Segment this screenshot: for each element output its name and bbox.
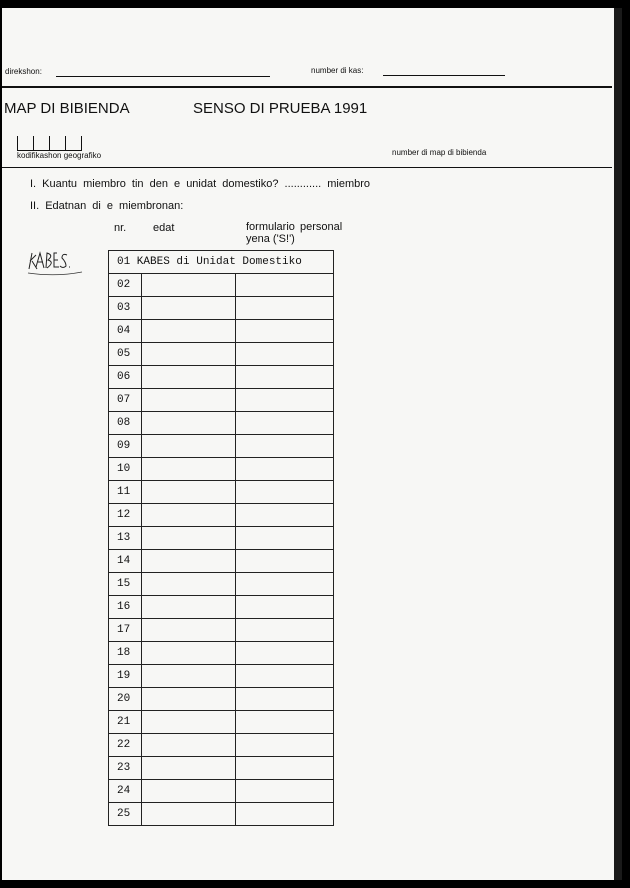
age-cell[interactable] [142, 527, 236, 550]
age-cell[interactable] [142, 642, 236, 665]
table-row [109, 274, 334, 297]
row-number: 13 [109, 527, 142, 550]
personal-form-cell[interactable] [236, 412, 334, 435]
table-row [109, 688, 334, 711]
header-divider [2, 86, 612, 88]
age-cell[interactable] [142, 550, 236, 573]
row-number: 19 [109, 665, 142, 688]
table-row [109, 481, 334, 504]
row-number: 07 [109, 389, 142, 412]
personal-form-cell[interactable] [236, 274, 334, 297]
age-cell[interactable] [142, 297, 236, 320]
age-cell[interactable] [142, 665, 236, 688]
handwritten-note-scribble [26, 247, 86, 277]
table-row [109, 780, 334, 803]
row-number: 14 [109, 550, 142, 573]
age-cell[interactable] [142, 366, 236, 389]
age-cell[interactable] [142, 389, 236, 412]
table-row [109, 573, 334, 596]
row-number: 25 [109, 803, 142, 826]
row-number: 15 [109, 573, 142, 596]
table-row [109, 665, 334, 688]
personal-form-cell[interactable] [236, 665, 334, 688]
personal-form-cell[interactable] [236, 527, 334, 550]
personal-form-cell[interactable] [236, 458, 334, 481]
age-cell[interactable] [142, 435, 236, 458]
column-nr: nr. [114, 222, 127, 234]
table-row [109, 412, 334, 435]
age-cell[interactable] [142, 274, 236, 297]
row-number: 24 [109, 780, 142, 803]
row-number: 17 [109, 619, 142, 642]
row-number: 05 [109, 343, 142, 366]
personal-form-cell[interactable] [236, 803, 334, 826]
row-number: 20 [109, 688, 142, 711]
table-row-head-of-household [109, 251, 334, 274]
table-row [109, 297, 334, 320]
age-cell[interactable] [142, 320, 236, 343]
row-number: 12 [109, 504, 142, 527]
table-row [109, 619, 334, 642]
personal-form-cell[interactable] [236, 780, 334, 803]
personal-form-cell[interactable] [236, 504, 334, 527]
table-row [109, 734, 334, 757]
row-number: 04 [109, 320, 142, 343]
table-row [109, 550, 334, 573]
geo-divider [2, 167, 612, 168]
personal-form-cell[interactable] [236, 481, 334, 504]
age-cell[interactable] [142, 757, 236, 780]
members-table [108, 250, 334, 826]
age-cell[interactable] [142, 688, 236, 711]
personal-form-cell[interactable] [236, 550, 334, 573]
census-title: SENSO DI PRUEBA 1991 [193, 100, 368, 117]
column-age: edat [153, 222, 175, 234]
house-number-field[interactable] [383, 75, 505, 76]
personal-form-cell[interactable] [236, 596, 334, 619]
row-number: 23 [109, 757, 142, 780]
age-cell[interactable] [142, 458, 236, 481]
column-form-line1: formulario personal [246, 221, 343, 233]
personal-form-cell[interactable] [236, 366, 334, 389]
age-cell[interactable] [142, 780, 236, 803]
row-number: 18 [109, 642, 142, 665]
personal-form-cell[interactable] [236, 343, 334, 366]
head-of-household-row-text: 01 KABES di Unidat Domestiko [117, 256, 302, 268]
row-number: 02 [109, 274, 142, 297]
age-cell[interactable] [142, 412, 236, 435]
address-label: direkshon: [5, 67, 42, 76]
age-cell[interactable] [142, 619, 236, 642]
age-cell[interactable] [142, 711, 236, 734]
column-form-line2: yena ('S!') [246, 233, 295, 245]
table-row [109, 757, 334, 780]
row-number: 10 [109, 458, 142, 481]
age-cell[interactable] [142, 573, 236, 596]
house-number-label: number di kas: [311, 66, 364, 75]
personal-form-cell[interactable] [236, 734, 334, 757]
row-number: 08 [109, 412, 142, 435]
row-number: 16 [109, 596, 142, 619]
personal-form-cell[interactable] [236, 297, 334, 320]
age-cell[interactable] [142, 343, 236, 366]
table-row [109, 389, 334, 412]
table-row [109, 711, 334, 734]
personal-form-cell[interactable] [236, 711, 334, 734]
personal-form-cell[interactable] [236, 435, 334, 458]
form-title: MAP DI BIBIENDA [4, 100, 130, 117]
table-row [109, 343, 334, 366]
table-row [109, 366, 334, 389]
age-cell[interactable] [142, 734, 236, 757]
personal-form-cell[interactable] [236, 642, 334, 665]
table-row [109, 435, 334, 458]
question-ages: II. Edatnan di e miembronan: [30, 200, 184, 212]
age-cell[interactable] [142, 481, 236, 504]
question-members: I. Kuantu miembro tin den e unidat domestiko? ............ miembro [30, 178, 371, 190]
table-row [109, 504, 334, 527]
row-number: 09 [109, 435, 142, 458]
row-number: 06 [109, 366, 142, 389]
personal-form-cell[interactable] [236, 389, 334, 412]
row-number: 21 [109, 711, 142, 734]
row-number: 11 [109, 481, 142, 504]
personal-form-cell[interactable] [236, 320, 334, 343]
personal-form-cell[interactable] [236, 688, 334, 711]
geo-code-label: kodifikashon geografiko [17, 151, 102, 160]
row-number: 03 [109, 297, 142, 320]
table-row [109, 458, 334, 481]
age-cell[interactable] [142, 596, 236, 619]
table-row [109, 596, 334, 619]
table-row [109, 527, 334, 550]
row-number: 22 [109, 734, 142, 757]
personal-form-cell[interactable] [236, 757, 334, 780]
personal-form-cell[interactable] [236, 619, 334, 642]
table-row [109, 803, 334, 826]
map-number-label: number di map di bibienda [392, 148, 487, 157]
table-row [109, 642, 334, 665]
personal-form-cell[interactable] [236, 573, 334, 596]
table-row [109, 320, 334, 343]
age-cell[interactable] [142, 504, 236, 527]
address-field[interactable] [56, 76, 270, 77]
age-cell[interactable] [142, 803, 236, 826]
page-edge [614, 8, 622, 880]
